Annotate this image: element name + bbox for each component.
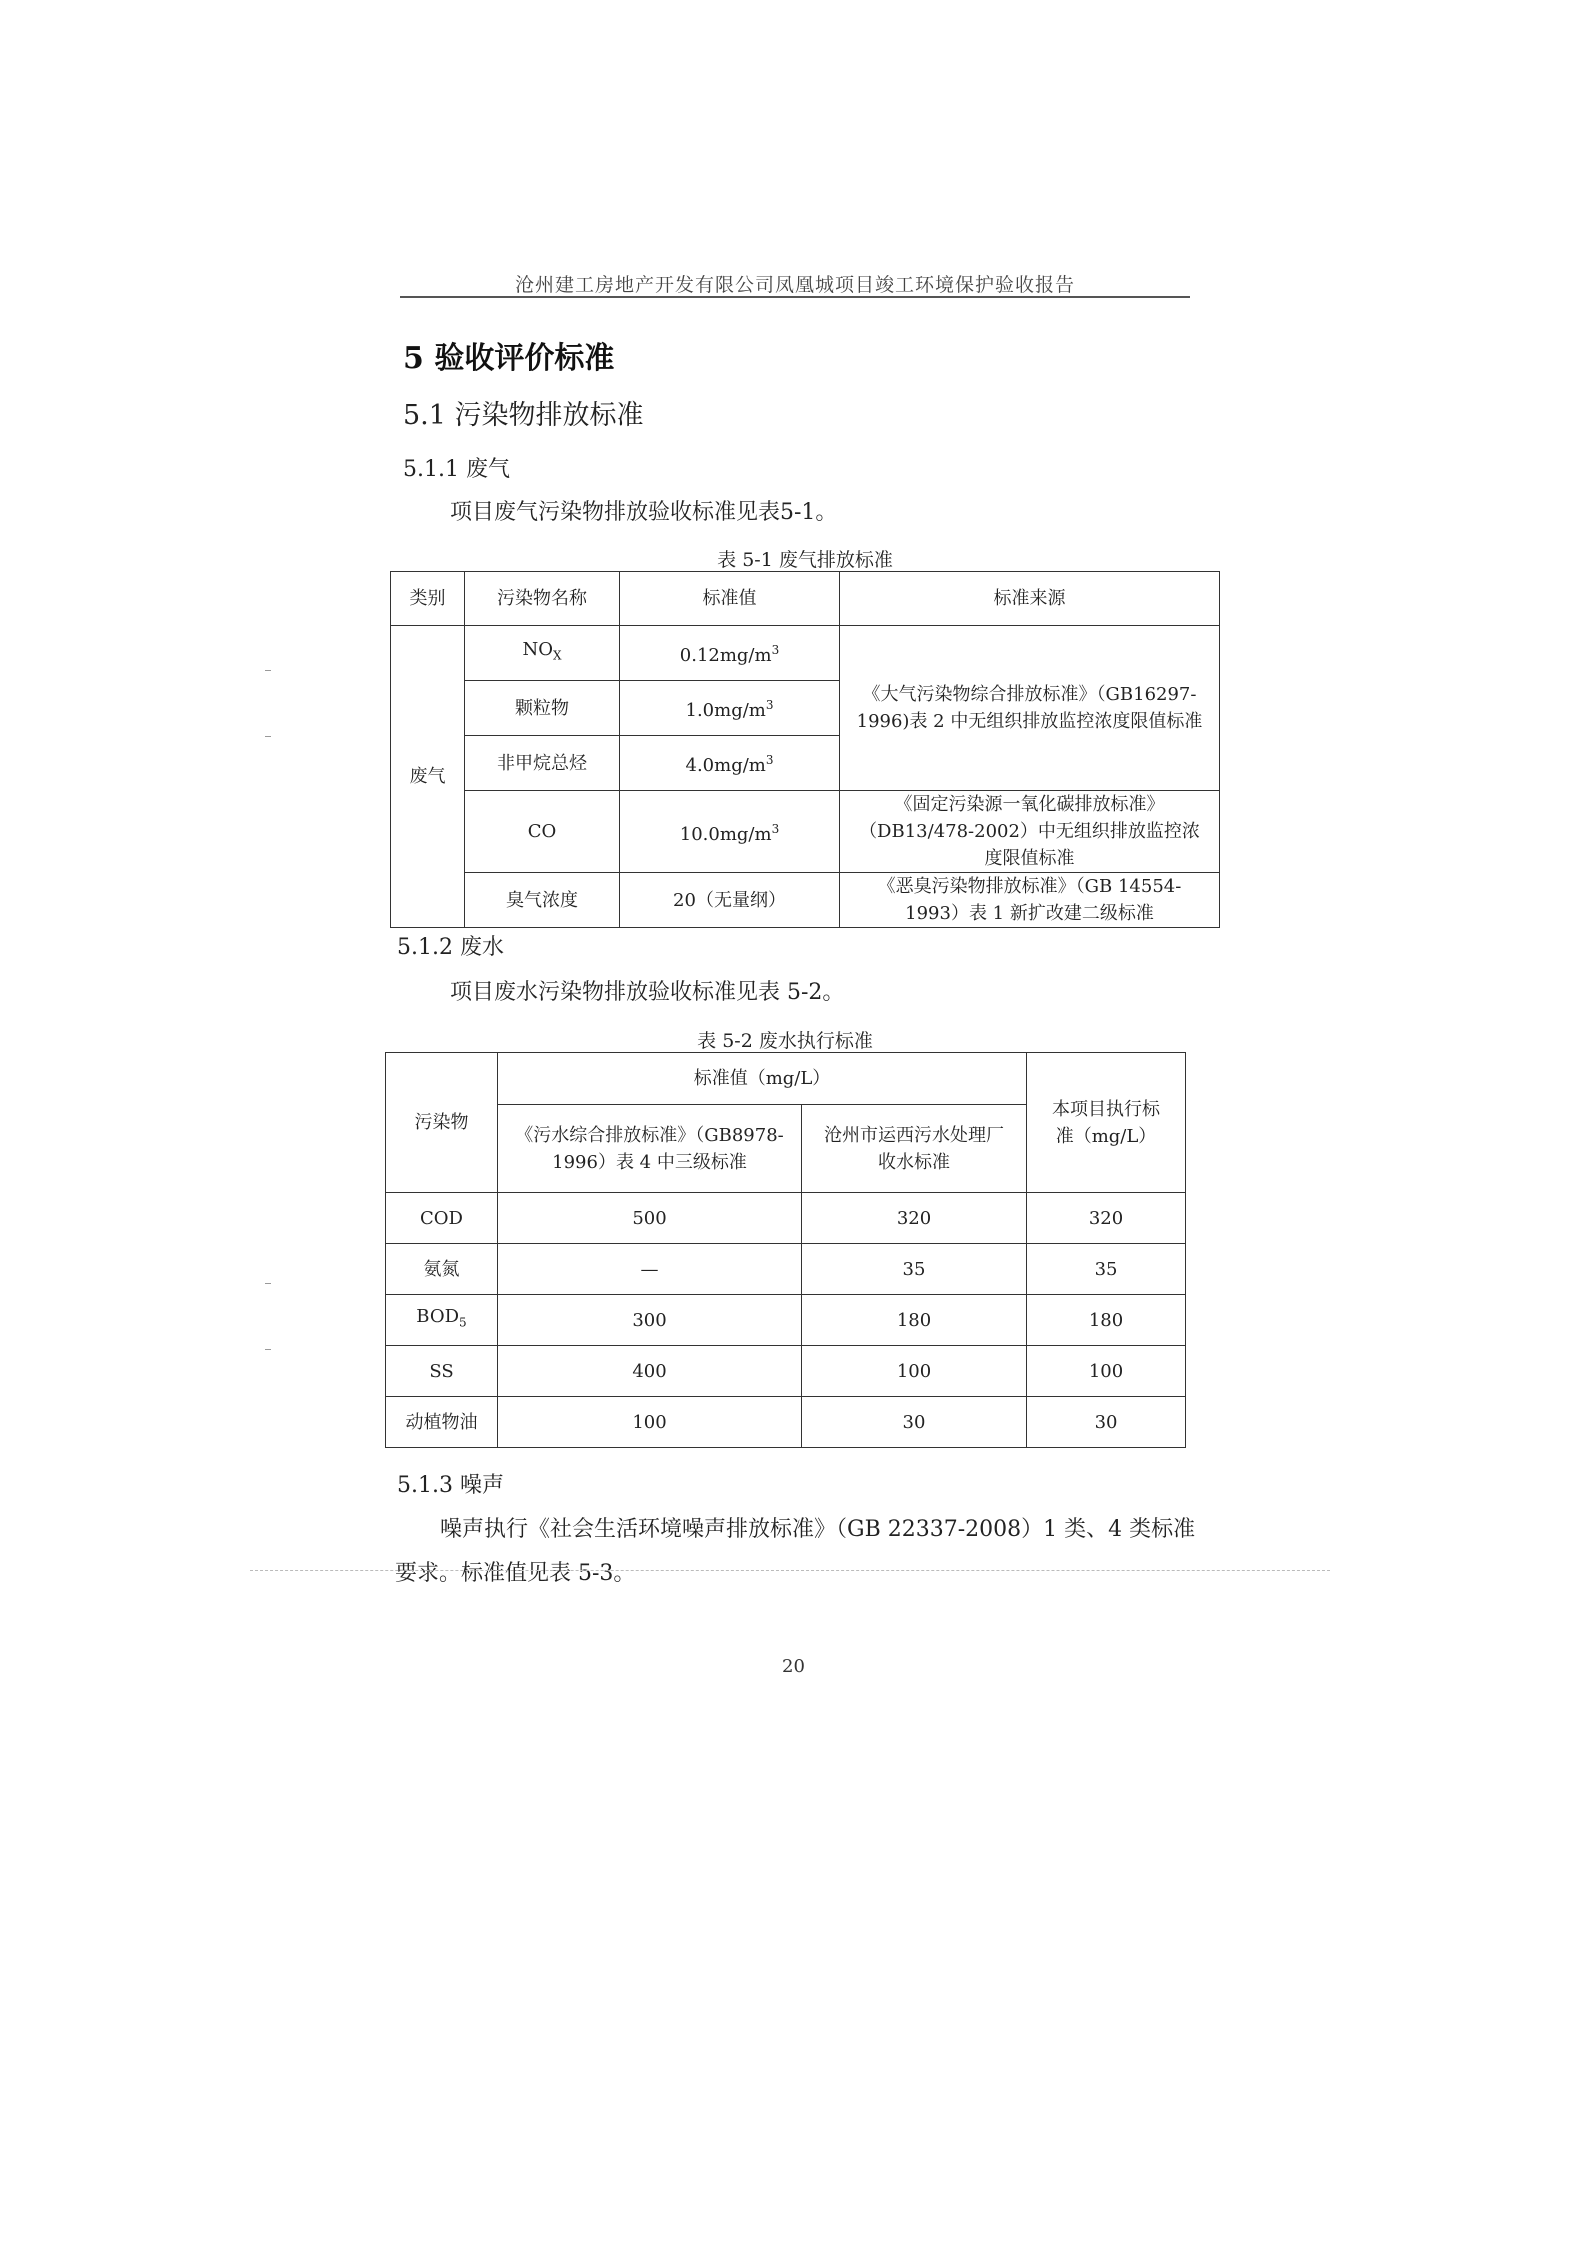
superscript: 3 [771, 821, 780, 836]
value-text: 0.12mg/m [679, 645, 772, 666]
table-row [391, 626, 1220, 681]
header-std-sub-cell: 沧州市运西污水处理厂收水标准 [802, 1105, 1027, 1193]
subscript: X [552, 648, 562, 663]
header-exec-cell: 本项目执行标准（mg/L） [1027, 1053, 1186, 1193]
scan-artifact-tick [265, 1349, 271, 1350]
header-cell: 标准值 [620, 572, 840, 626]
paragraph-exhaust: 项目废气污染物排放验收标准见表5-1。 [450, 500, 838, 525]
value-cell: 180 [802, 1295, 1027, 1346]
value-cell [620, 681, 840, 736]
table-row [386, 1193, 1186, 1244]
value-cell: 300 [498, 1295, 802, 1346]
wastewater-standards-table [385, 1052, 1186, 1448]
value-cell: 20（无量纲） [620, 873, 840, 928]
pollutant-cell: CO [465, 791, 620, 873]
source-cell: 《恶臭污染物排放标准》（GB 14554-1993）表 1 新扩改建二级标准 [840, 873, 1220, 928]
value-cell: 30 [1027, 1397, 1186, 1448]
chapter-heading: 5 验收评价标准 [403, 341, 615, 376]
value-cell: 500 [498, 1193, 802, 1244]
pollutant-cell: SS [386, 1346, 498, 1397]
value-cell: 100 [1027, 1346, 1186, 1397]
table-row [391, 791, 1220, 873]
scan-artifact-tick [265, 670, 271, 671]
value-cell [620, 626, 840, 681]
pollutant-cell: 非甲烷总烃 [465, 736, 620, 791]
header-cell: 类别 [391, 572, 465, 626]
header-cell: 污染物名称 [465, 572, 620, 626]
value-cell: 400 [498, 1346, 802, 1397]
value-cell [620, 736, 840, 791]
header-cell: 标准来源 [840, 572, 1220, 626]
header-std-cell: 标准值（mg/L） [498, 1053, 1027, 1105]
table-row [391, 873, 1220, 928]
subsection-heading-exhaust: 5.1.1 废气 [403, 457, 510, 482]
scan-artifact-tick [265, 736, 271, 737]
pollutant-cell: COD [386, 1193, 498, 1244]
value-cell: 30 [802, 1397, 1027, 1448]
value-cell: 320 [1027, 1193, 1186, 1244]
subsection-heading-noise: 5.1.3 噪声 [397, 1473, 504, 1498]
table1-caption: 表 5-1 废气排放标准 [717, 549, 893, 571]
paragraph-noise-line2: 要求。标准值见表 5-3。 [395, 1561, 636, 1586]
table-row [386, 1244, 1186, 1295]
pollutant-cell: 氨氮 [386, 1244, 498, 1295]
pollutant-name: BOD [416, 1306, 460, 1328]
pollutant-cell: 动植物油 [386, 1397, 498, 1448]
value-cell: 100 [498, 1397, 802, 1448]
table-header-row [391, 572, 1220, 626]
source-cell: 《固定污染源一氧化碳排放标准》（DB13/478-2002）中无组织排放监控浓度限值标准 [840, 791, 1220, 873]
value-text: 1.0mg/m [685, 700, 766, 721]
value-cell [620, 791, 840, 873]
superscript: 3 [765, 698, 774, 712]
source-cell: 《大气污染物综合排放标准》（GB16297-1996)表 2 中无组织排放监控浓度限值标准 [840, 626, 1220, 791]
value-cell: 35 [1027, 1244, 1186, 1295]
category-cell: 废气 [391, 626, 465, 928]
subsection-heading-wastewater: 5.1.2 废水 [397, 935, 504, 960]
header-std-sub-cell: 《污水综合排放标准》（GB8978-1996）表 4 中三级标准 [498, 1105, 802, 1193]
pollutant-cell [465, 626, 620, 681]
value-cell: 180 [1027, 1295, 1186, 1346]
exhaust-standards-table [390, 571, 1220, 928]
section-heading: 5.1 污染物排放标准 [403, 400, 644, 431]
scan-artifact-line [250, 1570, 1330, 1571]
table-row [386, 1295, 1186, 1346]
superscript: 3 [765, 753, 774, 767]
header-pollutant-cell: 污染物 [386, 1053, 498, 1193]
value-cell: 35 [802, 1244, 1027, 1295]
table-row [386, 1397, 1186, 1448]
value-cell: 320 [802, 1193, 1027, 1244]
superscript: 3 [771, 643, 780, 657]
value-text: 10.0mg/m [679, 823, 772, 845]
table-header-row [386, 1053, 1186, 1105]
table2-caption: 表 5-2 废水执行标准 [697, 1030, 873, 1052]
value-cell: — [498, 1244, 802, 1295]
pollutant-cell: 颗粒物 [465, 681, 620, 736]
value-cell: 100 [802, 1346, 1027, 1397]
table-row [386, 1346, 1186, 1397]
pollutant-cell: 臭气浓度 [465, 873, 620, 928]
page-number: 20 [782, 1656, 805, 1677]
pollutant-cell [386, 1295, 498, 1346]
pollutant-name: NO [522, 639, 553, 661]
value-text: 4.0mg/m [685, 755, 766, 776]
paragraph-wastewater: 项目废水污染物排放验收标准见表 5-2。 [450, 980, 845, 1005]
header-divider [400, 296, 1190, 298]
subscript: 5 [459, 1315, 467, 1330]
scan-artifact-tick [265, 1283, 271, 1284]
paragraph-noise-line1: 噪声执行《社会生活环境噪声排放标准》（GB 22337-2008）1 类、4 类标准 [440, 1517, 1196, 1542]
running-header: 沧州建工房地产开发有限公司凤凰城项目竣工环境保护验收报告 [514, 274, 1075, 296]
